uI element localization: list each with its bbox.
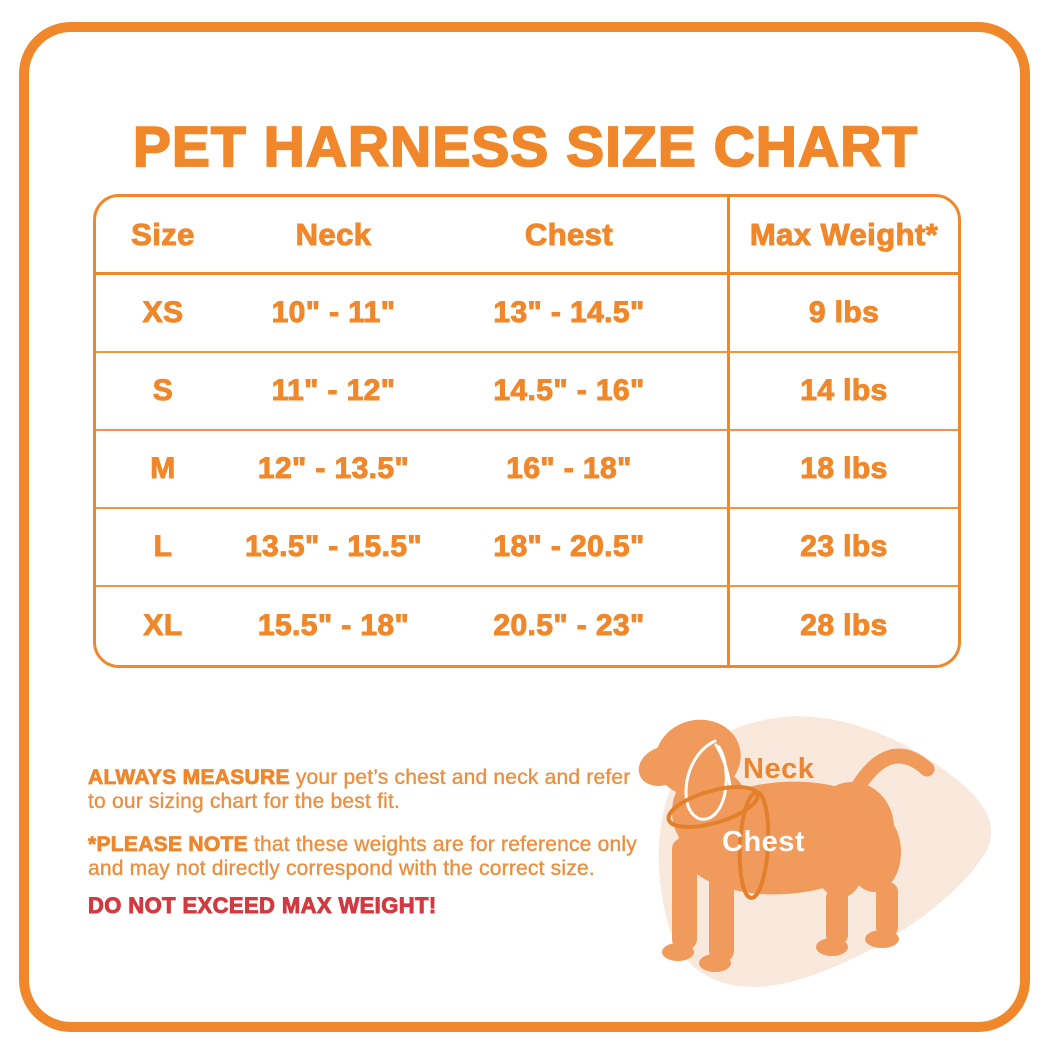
cell-size-m: M [96, 431, 230, 509]
cell-chest-l: 18" - 20.5" [451, 509, 727, 587]
cell-weight-l: 23 lbs [727, 509, 958, 587]
cell-chest-xl: 20.5" - 23" [493, 609, 645, 642]
column-header-chest: Chest [451, 197, 727, 275]
cell-neck-xs: 10" - 11" [230, 275, 451, 353]
chest-label: Chest [722, 826, 806, 858]
cell-neck-s: 11" - 12" [230, 353, 451, 431]
cell-size-l: L [96, 509, 230, 587]
measure-note-lead: ALWAYS MEASURE [88, 766, 290, 789]
cell-weight-xl: 28 lbs [727, 587, 958, 665]
size-chart-table [93, 194, 961, 668]
cell-size-xl: XL [143, 609, 183, 642]
neck-label: Neck [743, 753, 815, 785]
column-header-neck: Neck [230, 197, 451, 275]
max-weight-warning: DO NOT EXCEED MAX WEIGHT! [88, 893, 437, 918]
cell-weight-m: 18 lbs [727, 431, 958, 509]
cell-size-xs: XS [96, 275, 230, 353]
cell-chest-xs: 13" - 14.5" [451, 275, 727, 353]
reference-note: *PLEASE NOTE that these weights are for reference only and may not directly correspond with the correct size. [88, 833, 637, 880]
cell-weight-xs: 9 lbs [727, 275, 958, 353]
cell-size-s: S [96, 353, 230, 431]
cell-neck-xl: 15.5" - 18" [257, 609, 410, 642]
cell-chest-m: 16" - 18" [451, 431, 727, 509]
column-header-size: Size [96, 197, 230, 275]
dog-measurement-diagram [616, 690, 1036, 1020]
notes-block [88, 766, 648, 918]
cell-neck-m: 12" - 13.5" [230, 431, 451, 509]
cell-neck-l: 13.5" - 15.5" [230, 509, 451, 587]
cell-chest-s: 14.5" - 16" [451, 353, 727, 431]
reference-note-lead: *PLEASE NOTE [88, 833, 248, 856]
column-header-max-weight: Max Weight* [727, 197, 958, 275]
cell-weight-s: 14 lbs [727, 353, 958, 431]
measure-note: ALWAYS MEASURE your pet’s chest and neck and refer to our sizing chart for the best fit. [88, 766, 631, 813]
page-title: PET HARNESS SIZE CHART [132, 115, 919, 179]
